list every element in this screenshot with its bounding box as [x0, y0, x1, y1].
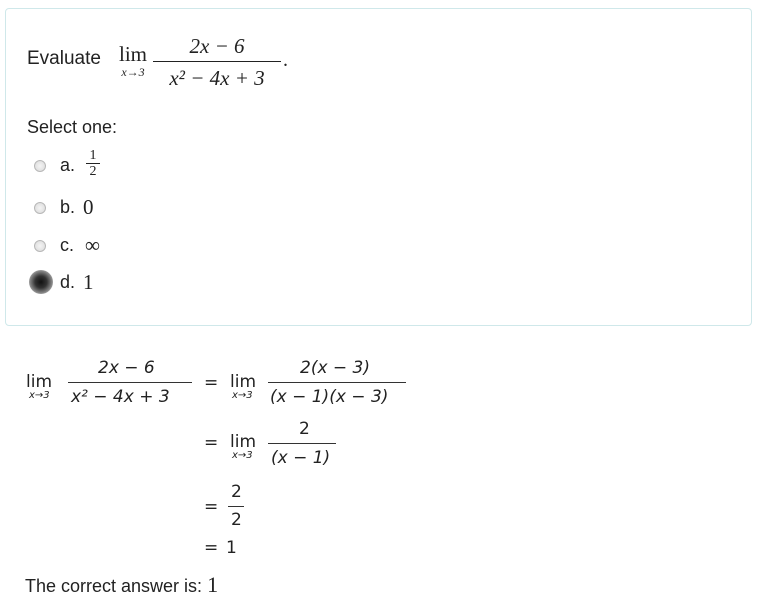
- radio-a[interactable]: [34, 160, 46, 172]
- solution-line1-bar: [68, 382, 192, 383]
- solution-line2-denominator: (x − 1): [271, 448, 331, 468]
- solution-eq-3: =: [204, 497, 219, 517]
- option-d-letter: d.: [60, 272, 76, 292]
- correct-answer: [25, 572, 218, 598]
- solution-line3-denominator: 2: [231, 510, 242, 530]
- question-numerator: 2x − 6: [189, 34, 245, 58]
- solution-line1-numerator: 2x − 6: [98, 358, 155, 378]
- radio-c[interactable]: [34, 240, 46, 252]
- solution-line4-value: 1: [226, 538, 237, 558]
- question-prefix: Evaluate: [27, 48, 101, 69]
- solution-block: [0, 340, 759, 580]
- option-b-value: 0: [83, 195, 94, 219]
- solution-lim-3: lim: [230, 432, 257, 452]
- option-b-letter: b.: [60, 197, 76, 217]
- option-c-value: ∞: [85, 233, 100, 257]
- solution-line3-bar: [228, 506, 244, 507]
- limit-operator: [111, 43, 155, 79]
- solution-eq-4: =: [204, 538, 219, 558]
- solution-line1-rhs-denominator: (x − 1)(x − 3): [270, 387, 389, 407]
- solution-lim-sub-1: x→3: [29, 390, 50, 401]
- option-a-denominator: 2: [89, 164, 97, 179]
- solution-line3-numerator: 2: [231, 482, 242, 502]
- question-fraction: [153, 33, 281, 90]
- correct-answer-label: The correct answer is:: [25, 576, 203, 596]
- solution-eq-2: =: [204, 433, 219, 453]
- solution-line1-denominator: x² − 4x + 3: [71, 387, 170, 407]
- solution-line2-numerator: 2: [299, 419, 310, 439]
- option-c-letter: c.: [60, 235, 75, 255]
- solution-line2-bar: [268, 443, 336, 444]
- radio-b[interactable]: [34, 202, 46, 214]
- option-a-numerator: 1: [89, 148, 97, 163]
- radio-d-selected[interactable]: [29, 270, 53, 294]
- option-a-letter: a.: [60, 155, 76, 175]
- limit-subscript: x→3: [121, 65, 145, 79]
- option-d-value: 1: [83, 270, 94, 294]
- solution-line1-rhs-numerator: 2(x − 3): [300, 358, 371, 378]
- select-one-label: Select one:: [27, 117, 118, 137]
- question-denominator: x² − 4x + 3: [169, 66, 265, 90]
- correct-answer-value: 1: [207, 572, 219, 597]
- fraction-bar: [153, 61, 281, 62]
- option-a-value: [86, 148, 100, 179]
- solution-lim-sub-2: x→3: [232, 390, 253, 401]
- question-card: [5, 8, 752, 326]
- limit-word: lim: [118, 42, 147, 66]
- solution-line1-rhs-bar: [268, 382, 406, 383]
- solution-eq-1: =: [204, 373, 219, 393]
- solution-lim-1: lim: [26, 372, 53, 392]
- solution-lim-2: lim: [230, 372, 257, 392]
- question-period: .: [283, 49, 288, 71]
- solution-lim-sub-3: x→3: [232, 450, 253, 461]
